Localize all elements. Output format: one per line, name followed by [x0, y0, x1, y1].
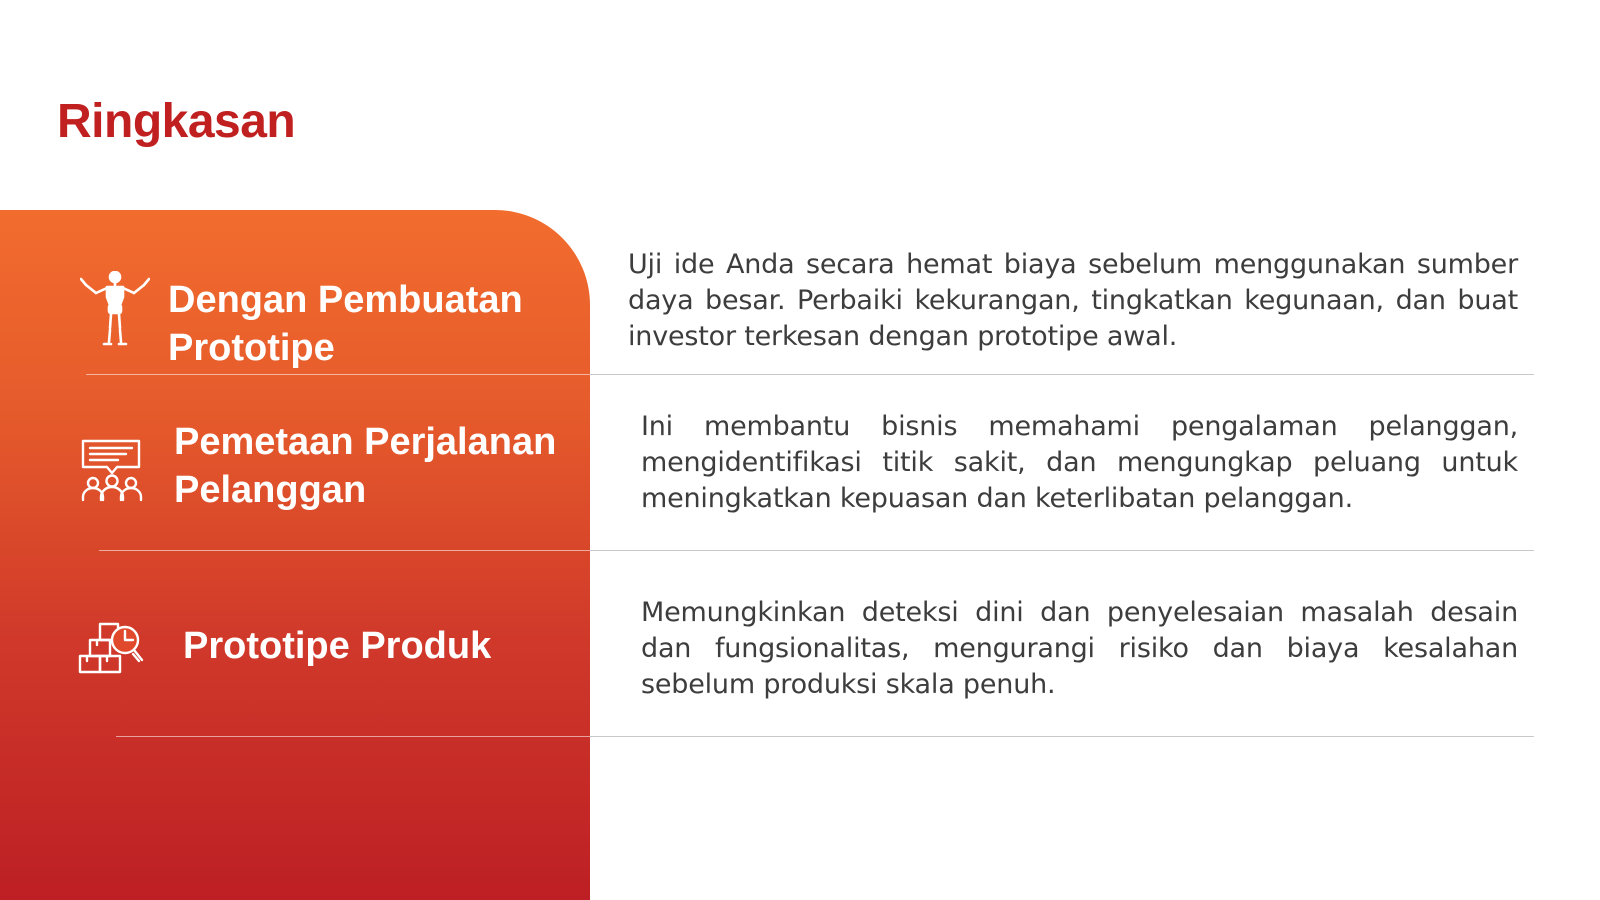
customer-feedback-icon [80, 438, 144, 504]
row-divider [590, 374, 1534, 375]
row-divider-panel [86, 374, 590, 375]
item-label-line1: Prototipe Produk [183, 625, 492, 667]
item-label-line1: Dengan Pembuatan [168, 279, 523, 321]
item-label-line2: Pelanggan [174, 469, 367, 511]
item-label-prototyping [168, 276, 523, 372]
row-divider [590, 736, 1534, 737]
item-label-journey-mapping [174, 418, 556, 514]
item-description-product-prototype: Memungkinkan deteksi dini dan penyelesaian masalah desain dan fungsionalitas, mengurangi risiko dan biaya kesalahan sebelum produksi skala penuh. [641, 597, 1518, 700]
item-label-line2: Prototipe [168, 327, 335, 369]
item-label-product-prototype [183, 622, 491, 670]
item-label-line1: Pemetaan Perjalanan [174, 421, 557, 463]
item-description-prototyping: Uji ide Anda secara hemat biaya sebelum menggunakan sumber daya besar. Perbaiki kekurangan, tingkatkan kegunaan, dan buat investor terkesan dengan prototipe awal. [628, 249, 1518, 352]
row-divider-panel [116, 736, 590, 737]
row-divider [590, 550, 1534, 551]
row-divider-panel [99, 550, 590, 551]
product-analysis-icon [78, 614, 144, 674]
slide-title: Ringkasan [57, 95, 296, 148]
mannequin-icon [80, 271, 150, 347]
item-description-journey-mapping: Ini membantu bisnis memahami pengalaman pelanggan, mengidentifikasi titik sakit, dan mengungkap peluang untuk meningkatkan kepuasan dan keterlibatan pelanggan. [641, 411, 1518, 514]
